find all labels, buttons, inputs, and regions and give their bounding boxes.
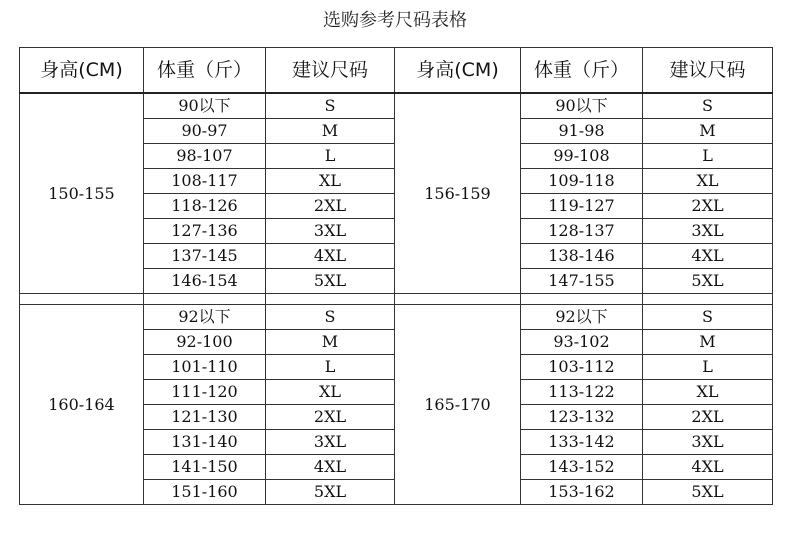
spacer-cell xyxy=(144,294,266,305)
weight-cell: 119-127 xyxy=(521,194,643,219)
weight-cell: 111-120 xyxy=(144,380,266,405)
weight-cell: 90-97 xyxy=(144,119,266,144)
weight-cell: 151-160 xyxy=(144,480,266,505)
weight-cell: 92-100 xyxy=(144,330,266,355)
weight-cell: 91-98 xyxy=(521,119,643,144)
header-height: 身高(CM) xyxy=(395,48,521,94)
spacer-row xyxy=(20,294,773,305)
size-cell: 3XL xyxy=(266,430,395,455)
size-cell: 4XL xyxy=(266,455,395,480)
spacer-cell xyxy=(643,294,773,305)
size-cell: M xyxy=(266,119,395,144)
weight-cell: 90以下 xyxy=(521,93,643,119)
size-cell: 5XL xyxy=(266,269,395,294)
page-title: 选购参考尺码表格 xyxy=(323,10,467,31)
size-cell: 4XL xyxy=(643,455,773,480)
header-weight: 体重（斤） xyxy=(144,48,266,94)
size-cell: 2XL xyxy=(266,405,395,430)
size-cell: S xyxy=(266,305,395,330)
size-cell: 5XL xyxy=(643,269,773,294)
weight-cell: 98-107 xyxy=(144,144,266,169)
size-cell: 4XL xyxy=(643,244,773,269)
height-range-cell: 156-159 xyxy=(395,93,521,294)
size-cell: XL xyxy=(643,380,773,405)
weight-cell: 123-132 xyxy=(521,405,643,430)
size-cell: 3XL xyxy=(643,219,773,244)
weight-cell: 92以下 xyxy=(521,305,643,330)
weight-cell: 93-102 xyxy=(521,330,643,355)
size-cell: 3XL xyxy=(266,219,395,244)
size-cell: M xyxy=(643,330,773,355)
size-cell: S xyxy=(266,93,395,119)
size-cell: M xyxy=(266,330,395,355)
size-cell: 4XL xyxy=(266,244,395,269)
size-chart-table xyxy=(19,47,773,505)
weight-cell: 147-155 xyxy=(521,269,643,294)
weight-cell: 92以下 xyxy=(144,305,266,330)
weight-cell: 141-150 xyxy=(144,455,266,480)
size-cell: L xyxy=(266,144,395,169)
size-cell: L xyxy=(266,355,395,380)
size-cell: S xyxy=(643,93,773,119)
size-cell: 3XL xyxy=(643,430,773,455)
weight-cell: 113-122 xyxy=(521,380,643,405)
spacer-cell xyxy=(266,294,395,305)
header-weight: 体重（斤） xyxy=(521,48,643,94)
weight-cell: 90以下 xyxy=(144,93,266,119)
size-cell: L xyxy=(643,355,773,380)
size-cell: 2XL xyxy=(266,194,395,219)
size-cell: S xyxy=(643,305,773,330)
weight-cell: 146-154 xyxy=(144,269,266,294)
weight-cell: 127-136 xyxy=(144,219,266,244)
weight-cell: 133-142 xyxy=(521,430,643,455)
height-range-cell: 160-164 xyxy=(20,305,144,505)
size-cell: XL xyxy=(643,169,773,194)
size-cell: 5XL xyxy=(266,480,395,505)
size-cell: 2XL xyxy=(643,194,773,219)
weight-cell: 103-112 xyxy=(521,355,643,380)
height-range-cell: 150-155 xyxy=(20,93,144,294)
header-size: 建议尺码 xyxy=(643,48,773,94)
height-range-cell: 165-170 xyxy=(395,305,521,505)
size-cell: 2XL xyxy=(643,405,773,430)
weight-cell: 101-110 xyxy=(144,355,266,380)
weight-cell: 108-117 xyxy=(144,169,266,194)
size-cell: L xyxy=(643,144,773,169)
size-cell: M xyxy=(643,119,773,144)
weight-cell: 131-140 xyxy=(144,430,266,455)
header-row xyxy=(20,48,773,94)
spacer-cell xyxy=(20,294,144,305)
table-body xyxy=(20,93,773,505)
weight-cell: 143-152 xyxy=(521,455,643,480)
spacer-cell xyxy=(521,294,643,305)
size-cell: XL xyxy=(266,380,395,405)
weight-cell: 99-108 xyxy=(521,144,643,169)
weight-cell: 121-130 xyxy=(144,405,266,430)
weight-cell: 109-118 xyxy=(521,169,643,194)
weight-cell: 138-146 xyxy=(521,244,643,269)
weight-cell: 118-126 xyxy=(144,194,266,219)
weight-cell: 137-145 xyxy=(144,244,266,269)
table-row xyxy=(20,93,773,119)
weight-cell: 128-137 xyxy=(521,219,643,244)
size-cell: 5XL xyxy=(643,480,773,505)
spacer-cell xyxy=(395,294,521,305)
size-cell: XL xyxy=(266,169,395,194)
table-row xyxy=(20,305,773,330)
header-size: 建议尺码 xyxy=(266,48,395,94)
header-height: 身高(CM) xyxy=(20,48,144,94)
weight-cell: 153-162 xyxy=(521,480,643,505)
